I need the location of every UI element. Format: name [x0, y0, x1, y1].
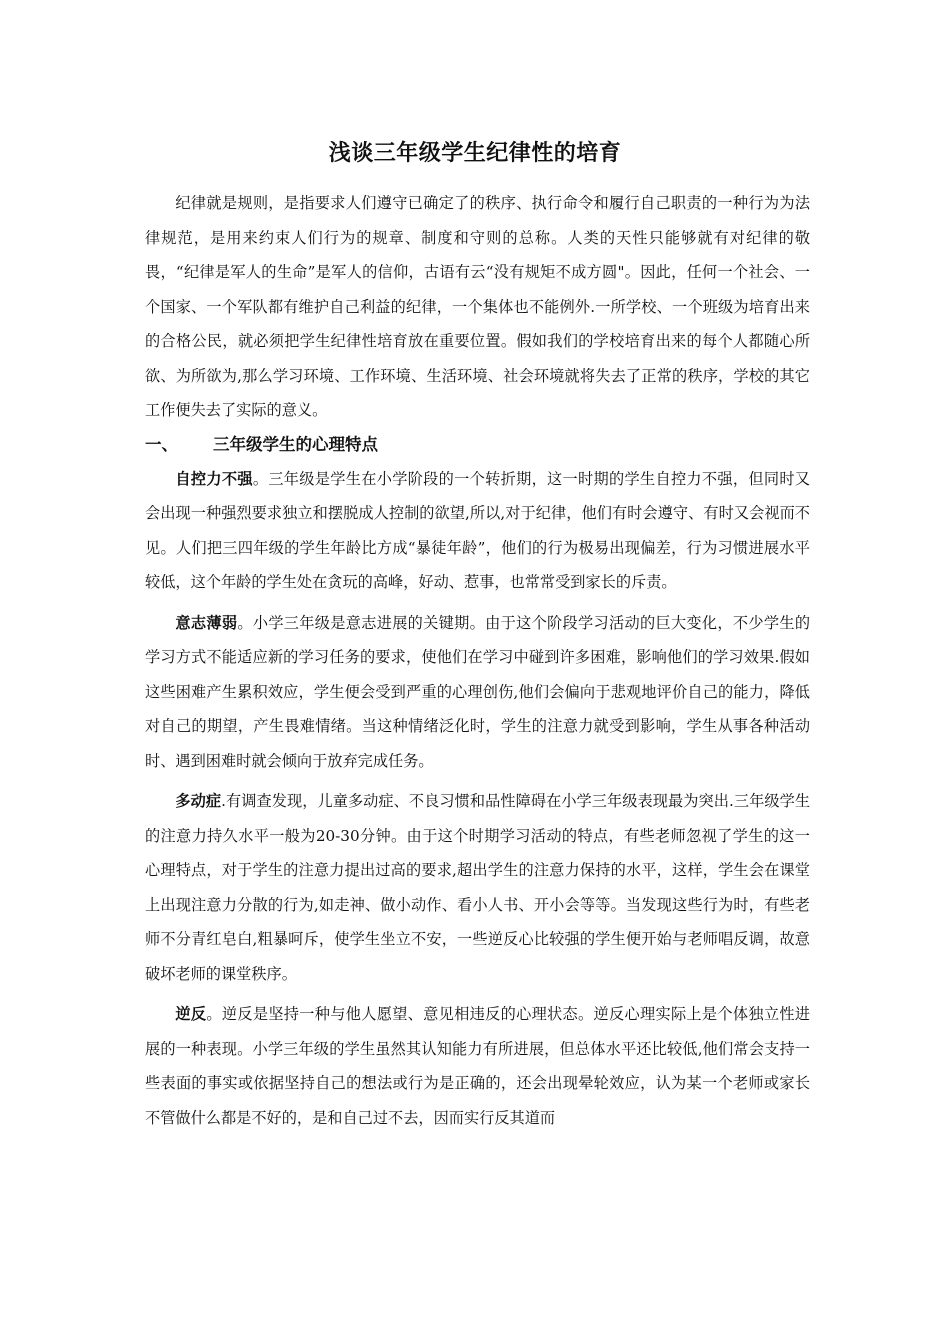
document-title: 浅谈三年级学生纪律性的培育: [328, 141, 622, 166]
paragraph-term: 多动症: [175, 792, 222, 810]
intro-paragraph: 纪律就是规则，是指要求人们遵守已确定了的秩序、执行命令和履行自己职责的一种行为为法律规范，是用来约束人们行为的规章、制度和守则的总称。人类的天性只能够就有对纪律的敬畏，“纪律是军人的生命”是军人的信仰，古语有云“没有规矩不成方圆"。因此，任何一个社会、一个国家、一个军队都有维护自己利益的纪律，一个集体也不能例外.一所学校、一个班级为培育出来的合格公民，就必须把学生纪律性培育放在重要位置。假如我们的学校培育出来的每个人都随心所欲、为所欲为,那么学习环境、工作环境、生活环境、社会环境就将失去了正常的秩序，学校的其它工作便失去了实际的意义。: [145, 194, 810, 419]
section-title: 三年级学生的心理特点: [213, 434, 378, 454]
paragraph-hyperactivity: [145, 784, 810, 991]
section-heading: [145, 428, 810, 462]
paragraph-text: .有调查发现，儿童多动症、不良习惯和品性障碍在小学三年级表现最为突出.三年级学生的注意力持久水平一般为20-30分钟。由于这个时期学习活动的特点，有些老师忽视了学生的这一心理特点，对于学生的注意力提出过高的要求,超出学生的注意力保持的水平，这样，学生会在课堂上出现注意力分散的行为,如走神、做小动作、看小人书、开小会等等。当发现这些行为时，有些老师不分青红皂白,粗暴呵斥，使学生坐立不安，一些逆反心比较强的学生便开始与老师唱反调，故意破坏老师的课堂秩序。: [145, 792, 811, 983]
paragraph-text: 。三年级是学生在小学阶段的一个转折期，这一时期的学生自控力不强，但同时又会出现一种强烈要求独立和摆脱成人控制的欲望,所以,对于纪律，他们有时会遵守、有时又会视而不见。人们把三四年级的学生年龄比方成“暴徒年龄”，他们的行为极易出现偏差，行为习惯进展水平较低，这个年龄的学生处在贪玩的高峰，好动、惹事，也常常受到家长的斥责。: [145, 469, 811, 591]
paragraph-text: 。小学三年级是意志进展的关键期。由于这个阶段学习活动的巨大变化，不少学生的学习方式不能适应新的学习任务的要求，使他们在学习中碰到许多困难，影响他们的学习效果.假如这些困难产生累积效应，学生便会受到严重的心理创伤,他们会偏向于悲观地评价自己的能力，降低对自己的期望，产生畏难情绪。当这种情绪泛化时，学生的注意力就受到影响，学生从事各种活动时、遇到困难时就会倾向于放弃完成任务。: [145, 613, 811, 770]
document-body: [145, 186, 810, 1135]
paragraph-text: 。逆反是坚持一种与他人愿望、意见相违反的心理状态。逆反心理实际上是个体独立性进展的一种表现。小学三年级的学生虽然其认知能力有所进展，但总体水平还比较低,他们常会支持一些表面的事实或依据坚持自己的想法或行为是正确的，还会出现晕轮效应，认为某一个老师或家长不管做什么都是不好的，是和自己过不去，因而实行反其道而: [145, 1005, 811, 1127]
paragraph-term: 意志薄弱: [175, 613, 238, 632]
paragraph-weak-will: [145, 606, 810, 779]
paragraph-rebellion: [145, 997, 810, 1135]
paragraph-term: 逆反: [175, 1005, 207, 1023]
paragraph-self-control: [145, 462, 810, 600]
paragraph-term: 自控力不强: [175, 469, 253, 488]
section-number: 一、: [145, 434, 178, 454]
